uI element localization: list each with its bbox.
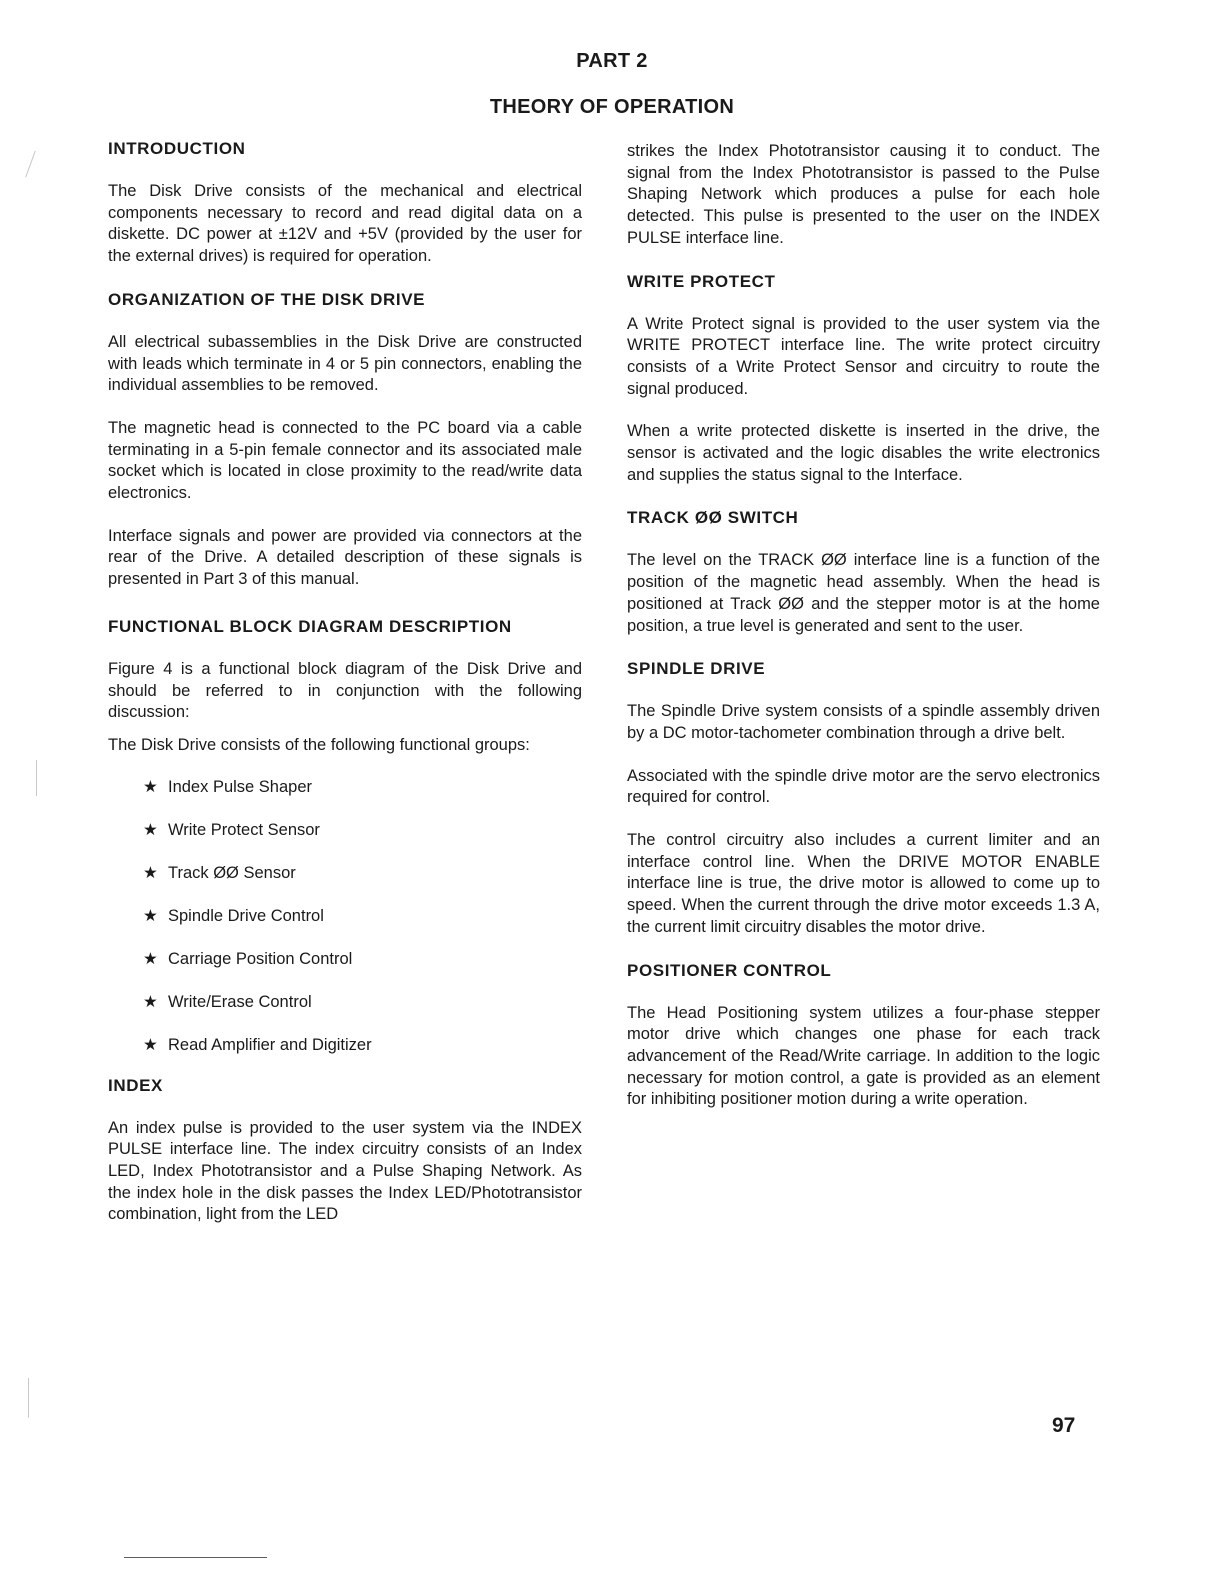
right-column xyxy=(627,138,1100,1111)
star-bullet-icon: ★ xyxy=(143,863,158,882)
spindle-drive-paragraph-3: The control circuitry also includes a current limiter and an interface control line. When the DRIVE MOTOR ENABLE interface line is true, the drive motor is allowed to come up to speed. When the current through the drive motor exceeds 1.3 A, the current limit circuitry disables the motor drive. xyxy=(627,831,1100,936)
list-item: ★ Write/Erase Control xyxy=(143,992,312,1011)
list-item: ★ Index Pulse Shaper xyxy=(143,777,313,796)
write-protect-heading: WRITE PROTECT xyxy=(627,271,776,291)
page-number: 97 xyxy=(1052,1414,1076,1437)
list-item: ★ Spindle Drive Control xyxy=(143,906,324,925)
organization-paragraph-2: The magnetic head is connected to the PC board via a cable terminating in a 5-pin female connector and its associated male socket which is located in close proximity to the read/write data electronics. xyxy=(108,418,582,503)
index-continued-paragraph: strikes the Index Phototransistor causing it to conduct. The signal from the Index Phototransistor is passed to the Pulse Shaping Network which produces a pulse for each hole detected. This pulse is presented to the user on the INDEX PULSE interface line. xyxy=(627,142,1100,247)
organization-paragraph-1: All electrical subassemblies in the Disk Drive are constructed with leads which terminate in 4 or 5 pin connectors, enabling the individual assemblies to be removed. xyxy=(108,332,582,395)
star-bullet-icon: ★ xyxy=(143,1035,158,1054)
star-bullet-icon: ★ xyxy=(143,820,158,839)
functional-block-heading: FUNCTIONAL BLOCK DIAGRAM DESCRIPTION xyxy=(108,616,512,636)
functional-block-paragraph-1: Figure 4 is a functional block diagram of the Disk Drive and should be referred to in conjunction with the following discussion: xyxy=(108,659,582,722)
track-00-paragraph: The level on the TRACK ØØ interface line is a function of the position of the magnetic head assembly. When the head is positioned at Track ØØ and the stepper motor is at the home position, a true level is generated and sent to the user. xyxy=(627,551,1100,635)
organization-paragraph-3: Interface signals and power are provided via connectors at the rear of the Drive. A detailed description of these signals is presented in Part 3 of this manual. xyxy=(108,526,582,589)
part-label: PART 2 xyxy=(576,50,648,72)
page-title: THEORY OF OPERATION xyxy=(489,96,735,118)
index-paragraph: An index pulse is provided to the user system via the INDEX PULSE interface line. The index circuitry consists of an Index LED, Index Phototransistor and a Pulse Shaping Network. As the index hole in the disk passes the Index LED/Phototransistor combination, light from the LED xyxy=(108,1118,582,1224)
star-bullet-icon: ★ xyxy=(143,777,158,796)
spindle-drive-heading: SPINDLE DRIVE xyxy=(627,659,766,679)
functional-groups-list xyxy=(108,776,582,1056)
list-item: ★ Read Amplifier and Digitizer xyxy=(143,1035,372,1054)
spindle-drive-paragraph-2: Associated with the spindle drive motor are the servo electronics required for control. xyxy=(627,766,1100,807)
star-bullet-icon: ★ xyxy=(143,906,158,925)
scan-mark xyxy=(28,1378,29,1418)
introduction-heading: INTRODUCTION xyxy=(108,139,246,158)
scan-mark xyxy=(36,760,37,796)
write-protect-paragraph-1: A Write Protect signal is provided to the user system via the WRITE PROTECT interface line. The write protect circuitry consists of a Write Protect Sensor and circuitry to route the signal produced. xyxy=(627,314,1100,398)
scan-rule xyxy=(124,1557,267,1558)
positioner-control-paragraph: The Head Positioning system utilizes a four-phase stepper motor drive which changes one phase for each track advancement of the Read/Write carriage. In addition to the logic necessary for motion control, a gate is provided as an element for inhibiting positioner motion during a write operation. xyxy=(627,1003,1100,1109)
organization-heading: ORGANIZATION OF THE DISK DRIVE xyxy=(108,289,426,309)
write-protect-paragraph-2: When a write protected diskette is inserted in the drive, the sensor is activated and the logic disables the write electronics and supplies the status signal to the Interface. xyxy=(627,422,1100,484)
list-item: ★ Track ØØ Sensor xyxy=(143,863,296,882)
star-bullet-icon: ★ xyxy=(143,949,158,968)
list-item: ★ Write Protect Sensor xyxy=(143,820,320,839)
positioner-control-heading: POSITIONER CONTROL xyxy=(627,960,832,980)
left-column xyxy=(108,138,582,1226)
spindle-drive-paragraph-1: The Spindle Drive system consists of a spindle assembly driven by a DC motor-tachometer combination through a drive belt. xyxy=(627,702,1100,742)
track-00-heading: TRACK ØØ SWITCH xyxy=(627,508,799,528)
star-bullet-icon: ★ xyxy=(143,992,158,1011)
list-item: ★ Carriage Position Control xyxy=(143,949,353,968)
scan-mark xyxy=(25,151,36,178)
introduction-paragraph: The Disk Drive consists of the mechanical and electrical components necessary to record and read digital data on a diskette. DC power at ±12V and +5V (provided by the user for the external drives) is required for operation. xyxy=(108,182,582,266)
index-heading: INDEX xyxy=(108,1075,163,1095)
functional-block-paragraph-2: The Disk Drive consists of the following functional groups: xyxy=(108,735,530,754)
